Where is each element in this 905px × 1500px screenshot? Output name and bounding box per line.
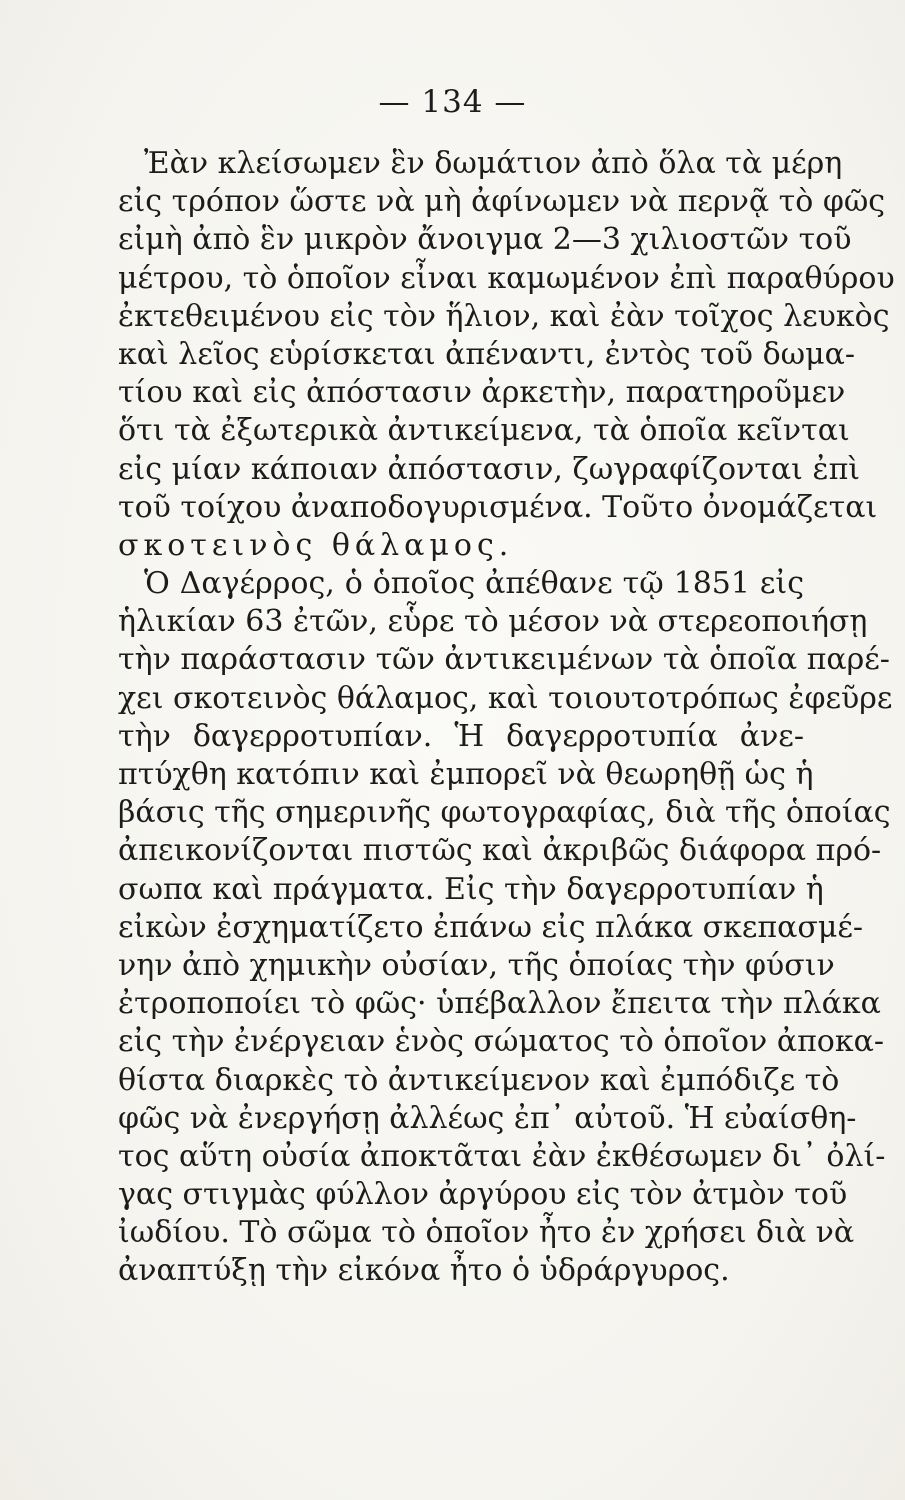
text-line: μέτρου, τὸ ὁποῖον εἶναι καμωμένον ἐπὶ παραθύρου — [118, 260, 895, 296]
text-line: βάσις τῆς σημερινῆς φωτογραφίας, διὰ τῆς ὁποίας — [118, 795, 891, 831]
body-text — [118, 145, 895, 1291]
text-line: τος αὕτη οὐσία ἀποκτᾶται ἐὰν ἐκθέσωμεν δι᾽ ὀλί- — [118, 1138, 886, 1174]
text-line: τὴν παράστασιν τῶν ἀντικειμένων τὰ ὁποῖα παρέ- — [118, 642, 890, 678]
text-line: καὶ λεῖος εὑρίσκεται ἀπέναντι, ἐντὸς τοῦ δωμα- — [118, 336, 855, 372]
text-line: εἰς τρόπον ὥστε νὰ μὴ ἀφίνωμεν νὰ περνᾷ τὸ φῶς — [118, 184, 886, 220]
text-line: Ὁ Δαγέρρος, ὁ ὁποῖος ἀπέθανε τῷ 1851 εἰς — [144, 566, 804, 602]
text-line: σκοτεινὸς θάλαμος. — [118, 527, 514, 563]
text-line: σωπα καὶ πράγματα. Εἰς τὴν δαγερροτυπίαν ἡ — [118, 871, 824, 907]
text-line: πτύχθη κατόπιν καὶ ἐμπορεῖ νὰ θεωρηθῇ ὡς ἡ — [118, 757, 814, 792]
text-line: εἰκὼν ἐσχηματίζετο ἐπάνω εἰς πλάκα σκεπασμέ- — [118, 909, 864, 945]
text-line: Ἐὰν κλείσωμεν ἓν δωμάτιον ἀπὸ ὅλα τὰ μέρη — [144, 146, 843, 181]
text-line: ὅτι τὰ ἐξωτερικὰ ἀντικείμενα, τὰ ὁποῖα κεῖνται — [118, 413, 850, 449]
text-line: ἐκτεθειμένου εἰς τὸν ἥλιον, καὶ ἐὰν τοῖχος λευκὸς — [118, 298, 890, 334]
text-line: τοῦ τοίχου ἀναποδογυρισμένα. Τοῦτο ὀνομάζεται — [118, 489, 878, 525]
text-line: τὴν δαγερροτυπίαν. Ἡ δαγερροτυπία ἀνε- — [118, 718, 804, 754]
text-line: ἀναπτύξῃ τὴν εἰκόνα ἦτο ὁ ὑδράργυρος. — [118, 1253, 730, 1289]
text-line: εἰς τὴν ἐνέργειαν ἑνὸς σώματος τὸ ὁποῖον ἀποκα- — [118, 1024, 885, 1060]
text-line: ἐτροποποίει τὸ φῶς· ὑπέβαλλον ἔπειτα τὴν πλάκα — [118, 986, 881, 1022]
text-line: εἰμὴ ἀπὸ ἓν μικρὸν ἄνοιγμα 2—3 χιλιοστῶν τοῦ — [118, 222, 852, 258]
text-line: γας στιγμὰς φύλλον ἀργύρου εἰς τὸν ἀτμὸν τοῦ — [118, 1177, 848, 1213]
text-line: ἡλικίαν 63 ἐτῶν, εὗρε τὸ μέσον νὰ στερεοποιήσῃ — [118, 604, 868, 640]
page-number: — 134 — — [378, 84, 527, 120]
text-line: φῶς νὰ ἐνεργήσῃ ἀλλέως ἐπ᾽ αὐτοῦ. Ἡ εὐαίσθη- — [118, 1100, 857, 1136]
text-line: ἀπεικονίζονται πιστῶς καὶ ἀκριβῶς διάφορα πρό- — [118, 833, 882, 869]
text-line: ἰωδίου. Τὸ σῶμα τὸ ὁποῖον ἦτο ἐν χρήσει διὰ νὰ — [118, 1215, 855, 1251]
text-line: χει σκοτεινὸς θάλαμος, καὶ τοιουτοτρόπως ἐφεῦρε — [118, 680, 893, 716]
text-line: θίστα διαρκὲς τὸ ἀντικείμενον καὶ ἐμπόδιζε τὸ — [118, 1062, 840, 1098]
text-line: εἰς μίαν κάποιαν ἀπόστασιν, ζωγραφίζονται ἐπὶ — [118, 451, 861, 487]
text-line: νην ἀπὸ χημικὴν οὐσίαν, τῆς ὁποίας τὴν φύσιν — [118, 947, 835, 983]
text-line: τίου καὶ εἰς ἀπόστασιν ἀρκετὴν, παρατηροῦμεν — [118, 375, 846, 411]
